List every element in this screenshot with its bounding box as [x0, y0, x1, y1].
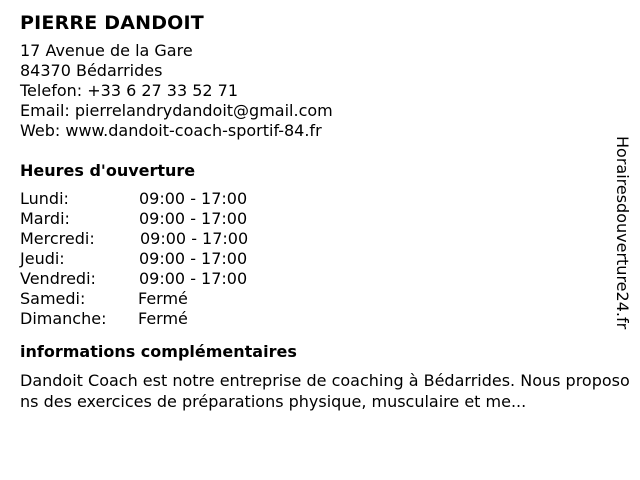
day-hours: Fermé: [138, 309, 188, 328]
address-street: 17 Avenue de la Gare: [20, 41, 193, 60]
info-heading: informations complémentaires: [20, 342, 297, 361]
hours-row-tuesday: [20, 209, 630, 229]
phone-line: Telefon: +33 6 27 33 52 71: [20, 81, 239, 100]
day-label: Dimanche:: [20, 309, 107, 328]
hours-row-friday: [20, 269, 630, 289]
hours-row-saturday: [20, 289, 630, 309]
info-description: Dandoit Coach est notre entreprise de coaching à Bédarrides. Nous proposons des exercices de préparations physique, musculaire et me...: [20, 371, 630, 411]
day-hours: 09:00 - 17:00: [139, 249, 248, 268]
hours-row-thursday: [20, 249, 630, 269]
email-line: Email: pierrelandrydandoit@gmail.com: [20, 101, 333, 120]
day-label: Lundi:: [20, 189, 69, 208]
day-hours: 09:00 - 17:00: [139, 269, 248, 288]
hours-row-monday: [20, 189, 630, 209]
hours-heading: Heures d'ouverture: [20, 161, 196, 180]
day-hours: 09:00 - 17:00: [140, 229, 249, 248]
address-city: 84370 Bédarrides: [20, 61, 163, 80]
hours-row-wednesday: [20, 229, 630, 249]
day-label: Mardi:: [20, 209, 70, 228]
day-label: Samedi:: [20, 289, 86, 308]
day-label: Vendredi:: [20, 269, 96, 288]
day-label: Mercredi:: [20, 229, 95, 248]
day-label: Jeudi:: [20, 249, 65, 268]
business-card: [20, 10, 630, 412]
site-watermark: Horairesdouverture24.fr: [613, 136, 632, 330]
day-hours: 09:00 - 17:00: [139, 209, 248, 228]
business-name: PIERRE DANDOIT: [20, 12, 204, 34]
day-hours: 09:00 - 17:00: [139, 189, 248, 208]
web-line: Web: www.dandoit-coach-sportif-84.fr: [20, 121, 322, 140]
day-hours: Fermé: [138, 289, 188, 308]
hours-row-sunday: [20, 309, 630, 329]
